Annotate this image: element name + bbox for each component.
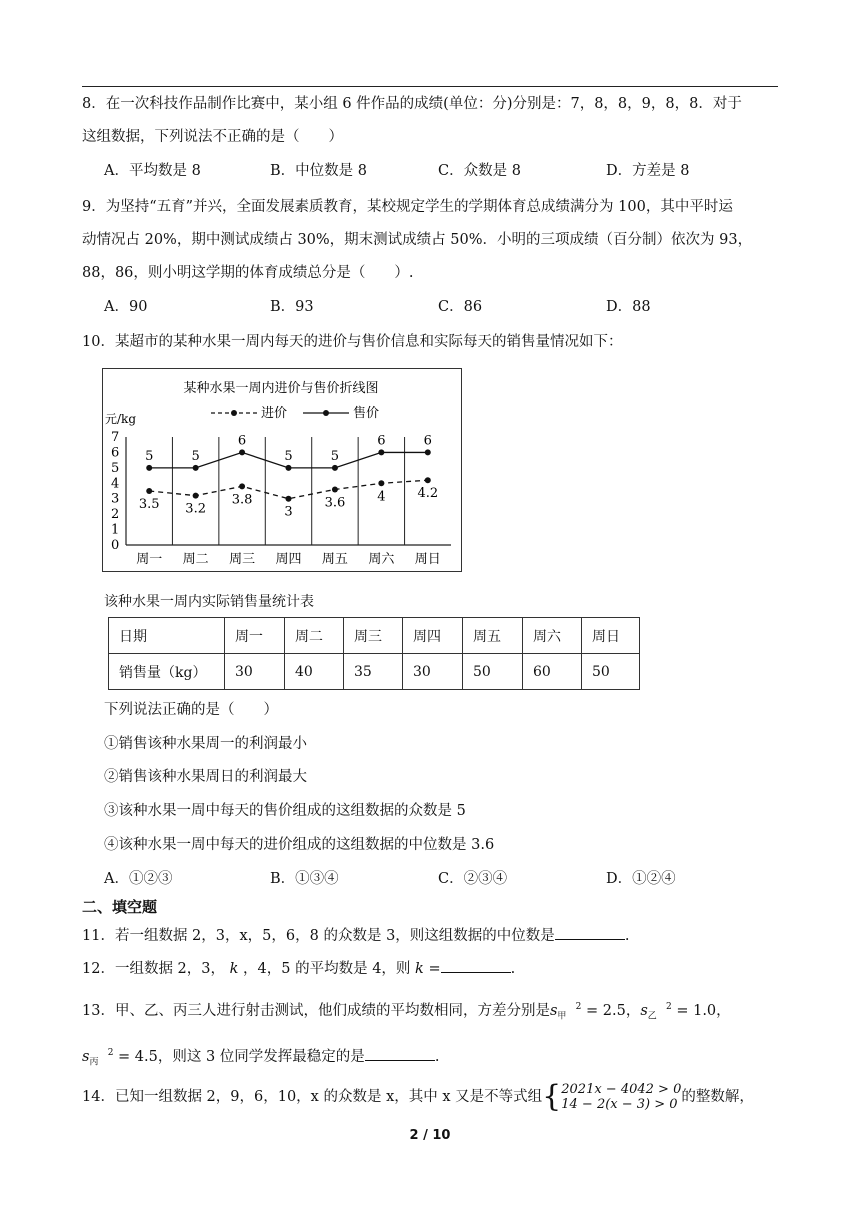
table-cell: 30 bbox=[225, 654, 285, 690]
q14-ineq1: 2021x − 4042 > 0 bbox=[561, 1082, 682, 1097]
q10-statement-4: ④该种水果一周中每天的进价组成的这组数据的中位数是 3.6 bbox=[104, 837, 495, 853]
q9-option-a: A．90 bbox=[104, 299, 148, 315]
q13-line1: 13．甲、乙、丙三人进行射击测试，他们成绩的平均数相同，方差分别是$s_甲$ $^2$ = 2.5，$s_乙$ $^2$ = 1.0， bbox=[82, 1002, 731, 1022]
q13-s2: s bbox=[640, 1002, 648, 1019]
q8-option-c: C．众数是 8 bbox=[438, 163, 521, 179]
q13-sub3: 丙 bbox=[89, 1057, 99, 1068]
y-tick-label: 6 bbox=[111, 445, 120, 461]
q14-post: 的整数解， bbox=[681, 1089, 754, 1105]
x-tick-label: 周四 bbox=[275, 552, 302, 567]
q10-line1: 10．某超市的某种水果一周内每天的进价与售价信息和实际每天的销售量情况如下： bbox=[82, 334, 623, 350]
q13-v3: = 4.5 bbox=[118, 1048, 158, 1065]
table-cell: 40 bbox=[285, 654, 344, 690]
chart-title: 某种水果一周内进价与售价折线图 bbox=[183, 381, 379, 396]
q9-line2: 动情况占 20%，期中测试成绩占 30%，期末测试成绩占 50%．小明的三项成绩（百分制）依次为 93， bbox=[82, 232, 753, 248]
chart-yticks bbox=[111, 430, 119, 553]
data-label: 3.5 bbox=[138, 497, 160, 512]
y-tick-label: 5 bbox=[111, 460, 120, 476]
q13-s3: s bbox=[82, 1048, 90, 1065]
q8-line1: 8．在一次科技作品制作比赛中，某小组 6 件作品的成绩(单位：分)分别是：7，8，8，9，8，8．对于 bbox=[82, 96, 742, 112]
y-tick-label: 2 bbox=[111, 507, 120, 523]
q13-sq1: 2 bbox=[575, 1002, 582, 1012]
x-tick-label: 周二 bbox=[182, 552, 209, 567]
data-label: 6 bbox=[377, 433, 386, 449]
table-cell: 60 bbox=[523, 654, 582, 690]
table-cell: 周六 bbox=[523, 618, 582, 654]
q13-pre: 13．甲、乙、丙三人进行射击测试，他们成绩的平均数相同，方差分别是 bbox=[82, 1002, 550, 1019]
page-number: 2 / 10 bbox=[409, 1128, 451, 1143]
table-cell: 50 bbox=[582, 654, 640, 690]
q9-option-b: B．93 bbox=[270, 299, 314, 315]
y-tick-label: 4 bbox=[111, 476, 120, 492]
legend-label: 进价 bbox=[261, 406, 288, 421]
data-label: 3.6 bbox=[324, 495, 346, 511]
q10-prompt: 下列说法正确的是（ ） bbox=[104, 702, 278, 718]
q9-option-c: C．86 bbox=[438, 299, 483, 315]
data-point bbox=[425, 477, 431, 483]
q13-v2: = 1.0 bbox=[676, 1002, 717, 1019]
q13-sub1: 甲 bbox=[557, 1011, 567, 1022]
data-label: 4.2 bbox=[417, 486, 439, 502]
data-label: 4 bbox=[377, 489, 386, 505]
data-point bbox=[239, 483, 245, 489]
data-point bbox=[378, 449, 384, 455]
legend-marker bbox=[323, 410, 329, 416]
table-header-row bbox=[109, 618, 640, 654]
q13-sub2: 乙 bbox=[647, 1011, 657, 1022]
q10-option-b: B．①③④ bbox=[270, 871, 339, 887]
y-tick-label: 0 bbox=[111, 538, 120, 553]
table-cell: 周四 bbox=[403, 618, 463, 654]
inequality-system bbox=[561, 1082, 681, 1112]
q14 bbox=[82, 1079, 754, 1114]
q10-option-c: C．②③④ bbox=[438, 871, 508, 887]
chart-series bbox=[139, 433, 438, 519]
data-label: 5 bbox=[145, 448, 154, 464]
q13-v1: = 2.5 bbox=[585, 1002, 626, 1019]
table-cell: 周五 bbox=[463, 618, 523, 654]
header-rule bbox=[82, 86, 778, 87]
q13-sq3: 2 bbox=[107, 1048, 114, 1058]
legend-marker bbox=[231, 410, 237, 416]
q10-statement-3: ③该种水果一周中每天的售价组成的这组数据的众数是 5 bbox=[104, 803, 466, 819]
q8-option-b: B．中位数是 8 bbox=[270, 163, 367, 179]
table-row bbox=[109, 654, 640, 690]
answer-blank bbox=[441, 958, 511, 973]
answer-blank bbox=[555, 925, 625, 940]
q11-end: . bbox=[624, 928, 630, 944]
data-label: 6 bbox=[423, 433, 432, 449]
data-point bbox=[332, 465, 338, 471]
data-label: 5 bbox=[330, 448, 340, 464]
q11-text: 11．若一组数据 2，3，x，5，6，8 的众数是 3，则这组数据的中位数是 bbox=[82, 928, 555, 944]
price-chart bbox=[102, 368, 462, 572]
q10-option-a: A．①②③ bbox=[104, 871, 173, 887]
q8-option-a: A．平均数是 8 bbox=[104, 163, 201, 179]
data-point bbox=[332, 486, 338, 492]
y-tick-label: 3 bbox=[111, 491, 120, 507]
q13-line2 bbox=[82, 1043, 439, 1073]
table-cell: 周三 bbox=[344, 618, 403, 654]
data-point bbox=[239, 449, 245, 455]
x-tick-label: 周三 bbox=[229, 552, 256, 567]
data-label: 5 bbox=[284, 448, 293, 464]
q9-line3: 88，86，则小明这学期的体育成绩总分是（ ）. bbox=[82, 265, 414, 281]
q10-statement-2: ②销售该种水果周日的利润最大 bbox=[104, 769, 307, 785]
q11 bbox=[82, 925, 629, 946]
table-cell: 周日 bbox=[582, 618, 640, 654]
data-label: 3 bbox=[284, 504, 293, 520]
table-cell: 周二 bbox=[285, 618, 344, 654]
data-label: 5 bbox=[191, 448, 200, 464]
price-chart-svg bbox=[103, 369, 460, 570]
table-cell: 50 bbox=[463, 654, 523, 690]
brace-icon: { bbox=[542, 1079, 562, 1114]
data-point bbox=[146, 488, 152, 494]
table-caption: 该种水果一周内实际销售量统计表 bbox=[104, 594, 314, 610]
q12-pre: 12．一组数据 2，3， bbox=[82, 961, 226, 977]
x-tick-label: 周一 bbox=[136, 552, 163, 567]
y-tick-label: 1 bbox=[111, 522, 120, 538]
data-point bbox=[425, 449, 431, 455]
y-tick-label: 7 bbox=[111, 430, 120, 445]
q12 bbox=[82, 958, 515, 979]
table-cell: 日期 bbox=[109, 618, 225, 654]
legend-label: 售价 bbox=[353, 406, 380, 421]
chart-ylabel: 元/kg bbox=[105, 412, 136, 426]
data-label: 6 bbox=[237, 433, 247, 449]
answer-blank bbox=[365, 1046, 435, 1061]
q13-post: ，则这 3 位同学发挥最稳定的是 bbox=[157, 1048, 365, 1065]
q8-option-d: D．方差是 8 bbox=[606, 163, 690, 179]
data-label: 3.2 bbox=[185, 501, 206, 517]
q12-end: . bbox=[510, 961, 516, 977]
x-tick-label: 周六 bbox=[368, 552, 395, 567]
q12-lhs: k = bbox=[415, 961, 441, 977]
data-point bbox=[146, 465, 152, 471]
table-cell: 销售量（kg） bbox=[109, 654, 225, 690]
q9-line1: 9．为坚持“五育”并兴，全面发展素质教育，某校规定学生的学期体育总成绩满分为 100，其中平时运 bbox=[82, 199, 733, 215]
chart-legend bbox=[211, 405, 379, 421]
data-point bbox=[378, 480, 384, 486]
data-point bbox=[286, 496, 292, 502]
q9-option-d: D．88 bbox=[606, 299, 651, 315]
q14-ineq2: 14 − 2(x − 3) > 0 bbox=[561, 1097, 678, 1112]
q12-mid: ，4，5 的平均数是 4，则 bbox=[243, 961, 411, 977]
data-point bbox=[193, 465, 199, 471]
q10-statement-1: ①销售该种水果周一的利润最小 bbox=[104, 736, 307, 752]
table-cell: 30 bbox=[403, 654, 463, 690]
section-title: 二、填空题 bbox=[82, 898, 158, 916]
q13-sq2: 2 bbox=[666, 1002, 672, 1012]
q10-option-d: D．①②④ bbox=[606, 871, 676, 887]
x-tick-label: 周日 bbox=[414, 552, 441, 567]
table-cell: 周一 bbox=[225, 618, 285, 654]
q13-s1: s bbox=[549, 1002, 558, 1019]
data-label: 3.8 bbox=[231, 492, 253, 508]
table-cell: 35 bbox=[344, 654, 403, 690]
sales-table bbox=[108, 617, 640, 690]
q8-line2: 这组数据，下列说法不正确的是（ ） bbox=[82, 129, 343, 145]
data-point bbox=[193, 493, 199, 499]
data-point bbox=[286, 465, 292, 471]
q14-pre: 14．已知一组数据 2，9，6，10，x 的众数是 x，其中 x 又是不等式组 bbox=[82, 1089, 543, 1105]
q13-end: . bbox=[434, 1048, 440, 1065]
chart-xticks bbox=[136, 552, 441, 567]
x-tick-label: 周五 bbox=[321, 552, 348, 567]
q12-var: k bbox=[229, 961, 239, 977]
